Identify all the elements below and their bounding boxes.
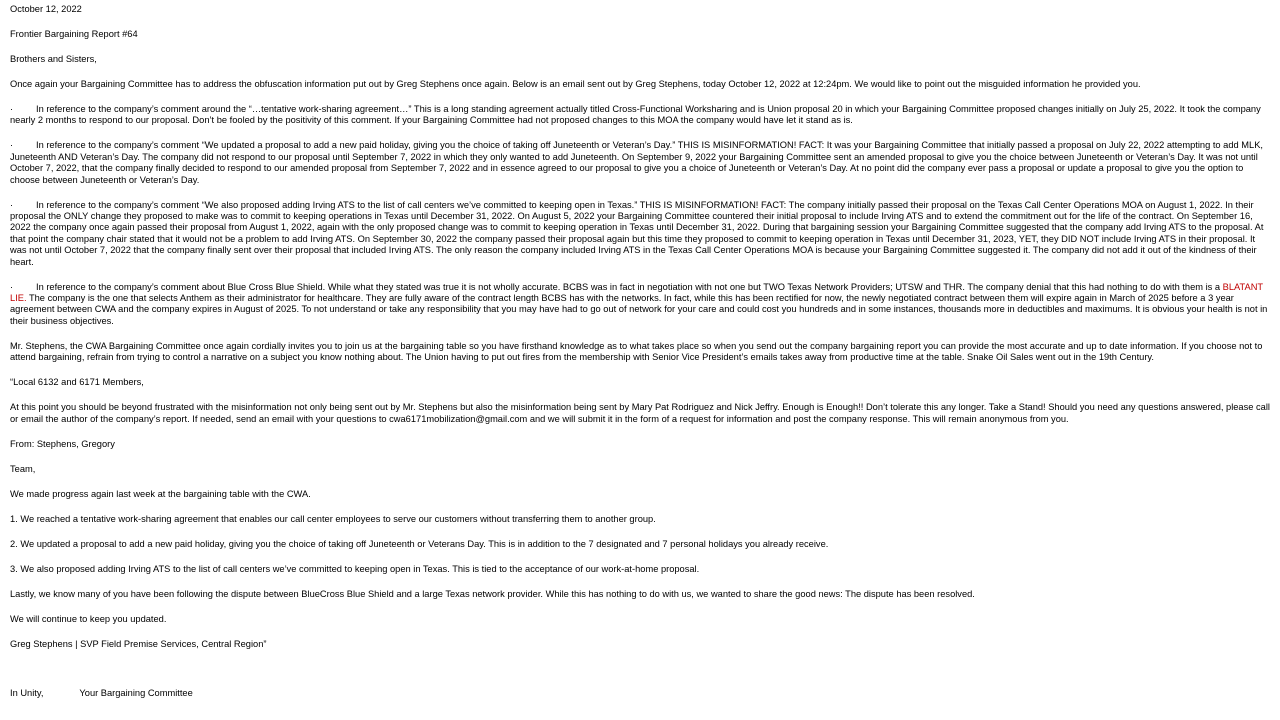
salutation: Brothers and Sisters, [10, 54, 97, 64]
email-greeting: Team, [10, 463, 36, 474]
highlight-blatant-lie: BLATANT LIE. [10, 281, 1263, 304]
email-lastly: Lastly, we know many of you have been following the dispute between BlueCross Blue Shield and a large Texas network provider. While this has nothing to do with us, we wanted to share the good news: The dispute has been resolved. [10, 588, 975, 599]
bullet-text: In reference to the company’s comment “We also proposed adding Irving ATS to the list of call centers we’ve committed to keeping open in Texas.” THIS IS MISINFORMATION! FACT: The company initially passed their proposal on the Texas Call Center Operations MOA on August 1, 2022. In their proposal the ONLY change they proposed to make was to commit to keeping operations in Texas until December 31, 2022. On August 5, 2022 your Bargaining Committee countered their initial proposal to include Irving ATS and to extend the commitment out for the life of the contract. On September 16, 2022 the company once again passed their proposal from August 1, 2022, again with the only proposed change was to commit to keeping operation in Texas until December 31, 2022. During that bargaining session your Bargaining Committee suggested that the company add Irving ATS to the proposal. At that point the company chair stated that it would not be a problem to add Irving ATS. On September 30, 2022 the company passed their proposal again but this time they proposed to commit to keeping operation in Texas until December 31, 2023, YET, they DID NOT include Irving ATS in their proposal. It was not until October 7, 2022 that the company finally sent over their proposal that included Irving ATS. The only reason the company included Irving ATS in the Texas Call Center Operations MOA is because your Bargaining Committee suggested it. The company did not add it out of the kindness of their heart. [10, 199, 1264, 267]
bullet-icon: · [10, 199, 14, 210]
bullet-paragraph-bcbs [10, 282, 1272, 328]
spacer [10, 664, 1272, 688]
email-continue: We will continue to keep you updated. [10, 613, 167, 624]
intro-paragraph: Once again your Bargaining Committee has to address the obfuscation information put out by Greg Stephens once again. Below is an email sent out by Greg Stephens, today October 12, 2022 at 12:24pm. We would like to point out the misguided information he provided you. [10, 79, 1141, 89]
email-signature: Greg Stephens | SVP Field Premise Services, Central Region” [10, 638, 267, 649]
locals-line: “Local 6132 and 6171 Members, [10, 377, 144, 388]
bullet-text: In reference to the company’s comment around the “…tentative work-sharing agreement…” This is a long standing agreement actually titled Cross-Functional Worksharing and is Union proposal 20 in which your Bargaining Committee proposed changes initially on July 25, 2022. It took the company nearly 2 months to respond to our proposal. Don’t be fooled by the positivity of this comment. If your Bargaining Committee had not proposed changes to this MOA the company would have let it stand as is. [10, 104, 1261, 126]
email-from: From: Stephens, Gregory [10, 438, 115, 449]
bullet-paragraph-worksharing [10, 104, 1272, 127]
closing-team: Your Bargaining Committee [79, 687, 193, 698]
bullet-paragraph-irving [10, 200, 1272, 268]
bullet-text: In reference to the company’s comment “We updated a proposal to add a new paid holiday, giving you the choice of taking off Juneteenth or Veteran’s Day.” THIS IS MISINFORMATION! FACT: It was your Bargaining Committee that initially passed a proposal on July 22, 2022 attempting to add MLK, Juneteenth AND Veteran’s Day. The company did not respond to our proposal until September 7, 2022 in which they only wanted to add Juneteenth. On September 9, 2022 your Bargaining Committee sent an amended proposal to give you the choice between Juneteenth or Veteran’s Day. It was not until October 7, 2022, that the company finally decided to respond to our amended proposal from September 7, 2022 and in essence agreed to our proposal to give you a choice of Juneteenth or Veteran’s Day. At no point did the company ever pass a proposal or update a proposal to give you the option to choose between Juneteenth or Veteran’s Day. [10, 140, 1263, 185]
bullet-icon: · [10, 104, 14, 114]
email-item-3: 3. We also proposed adding Irving ATS to the list of call centers we’ve committed to keeping open in Texas. This is tied to the acceptance of our work-at-home proposal. [10, 563, 700, 574]
closing-line [10, 688, 1272, 699]
report-date: October 12, 2022 [10, 4, 82, 14]
bullet-text-after: The company is the one that selects Anthem as their administrator for healthcare. They are fully aware of the contract length BCBS has with the networks. In fact, while this has been rectified for now, the newly negotiated contract between them will expire again in March of 2025 before a 3 year agreement between CWA and the company expires in August of 2025. To not understand or take any responsibility that you may have had to go out of network for your care and could cost you hundreds and in some instances, thousands more in deductibles and maximums. It is obvious your health is not in their business objectives. [10, 293, 1268, 326]
bullet-icon: · [10, 281, 14, 292]
frustrated-paragraph: At this point you should be beyond frustrated with the misinformation not only being sent out by Mr. Stephens but also the misinformation being sent by Mary Pat Rodriguez and Nick Jeffry. Enough is Enough!! Don’t tolerate this any longer. Take a Stand! Should you need any questions answered, please call or email the author of the company’s report. If needed, send an email with your questions to cwa6171mobilization@gmail.com and we will submit it in the form of a request for information and post the company response. This will remain anonymous from you. [10, 402, 1270, 424]
bullet-icon: · [10, 140, 14, 151]
report-title: Frontier Bargaining Report #64 [10, 29, 138, 39]
bullet-text-before: In reference to the company’s comment about Blue Cross Blue Shield. While what they stated was true it is not wholly accurate. BCBS was in fact in negotiation with not one but TWO Texas Network Providers; UTSW and THR. The company denial that this had nothing to do with them is a [36, 281, 1223, 292]
email-item-2: 2. We updated a proposal to add a new paid holiday, giving you the choice of taking off Juneteenth or Veterans Day. This is in addition to the 7 designated and 7 personal holidays you already receive. [10, 538, 829, 549]
bullet-paragraph-holiday [10, 140, 1272, 186]
email-item-1: 1. We reached a tentative work-sharing agreement that enables our call center employees to serve our customers without transferring them to another group. [10, 513, 656, 524]
document-body [10, 4, 1272, 713]
invite-paragraph: Mr. Stephens, the CWA Bargaining Committee once again cordially invites you to join us at the bargaining table so you have firsthand knowledge as to what takes place so when you send out the company bargaining report you can provide the most accurate and up to date information. If you choose not to attend bargaining, refrain from trying to control a narrative on a subject you know nothing about. The Union having to put out fires from the membership with Senior Vice President’s emails takes away from productive time at the table. Snake Oil Sales went out in the 19th Century. [10, 340, 1263, 363]
email-progress: We made progress again last week at the bargaining table with the CWA. [10, 488, 311, 499]
closing-text: In Unity, [10, 687, 44, 698]
